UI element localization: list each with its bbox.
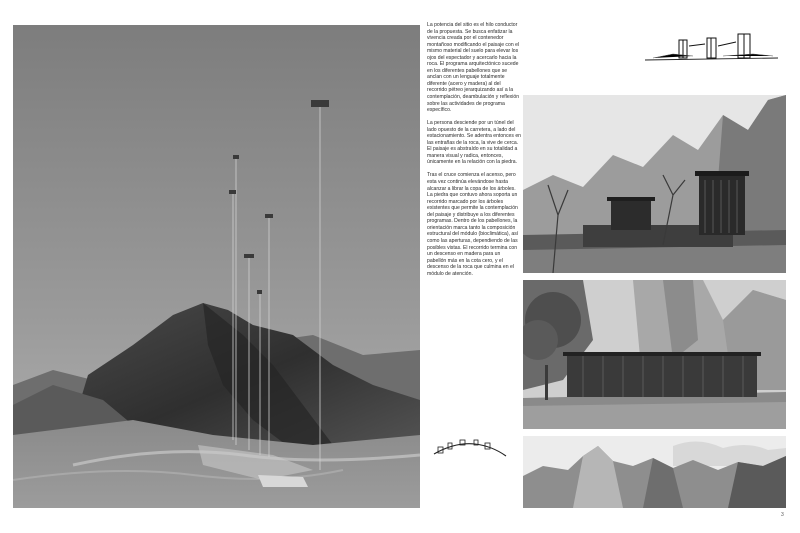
paragraph-tunnel: La persona desciende por un túnel del lado opuesto de la carretera, a lado del estacionamiento. Se adentra entonces en las entrañas de la roca, la vive de cerca. El paisaje es abstraído en su totalidad a manera visual y radica, entonces, únicamente en la relación con la piedra. — [427, 120, 522, 166]
pavilion-sketch — [643, 28, 783, 70]
paragraph-route: Tras el cruce comienza el acenso, pero esta vez continúa elevándose hasta alcanzar a librar la copa de los árboles. La piedra que contuvo ahora soporta un recorrido marcado por los árboles existentes que permite la contemplación del paisaje y distribuye a los diferentes programas. Dentro de los pabellones, la orientación marca tanto la composición estructural del módulo (bioclimática), así como las aperturas, dependiendo de las posibles vistas. El recorrido termina con un descenso en madera para un pabellón más en la cota cero, y el descenso de la roca que culmina en el módulo de atención. — [427, 172, 519, 277]
aerial-site-render — [13, 25, 420, 508]
pavilion-plaza-render — [523, 280, 786, 429]
mountain-panorama-photo — [523, 436, 786, 508]
page-number: 3 — [781, 512, 784, 518]
paragraph-concept: La potencia del sitio es el hilo conductor de la propuesta. Se busca enfatizar la vivencia creada por el contenedor montañoso modificando el paisaje con el mismo material del suelo para elevar los ojos del espectador y acercarlo hacia la roca. El programa arquitectónico sucede en los diferentes pabellones que se anclan con un lenguaje totalmente diferente (acero y madera) al del recorrido pétreo jerarquizando así a la contemplación, deambulación y reflexión sobre las actividades de programa específico. — [427, 22, 520, 114]
description-text — [427, 22, 521, 284]
pavilion-forest-render — [523, 95, 786, 273]
path-sketch — [430, 432, 510, 462]
